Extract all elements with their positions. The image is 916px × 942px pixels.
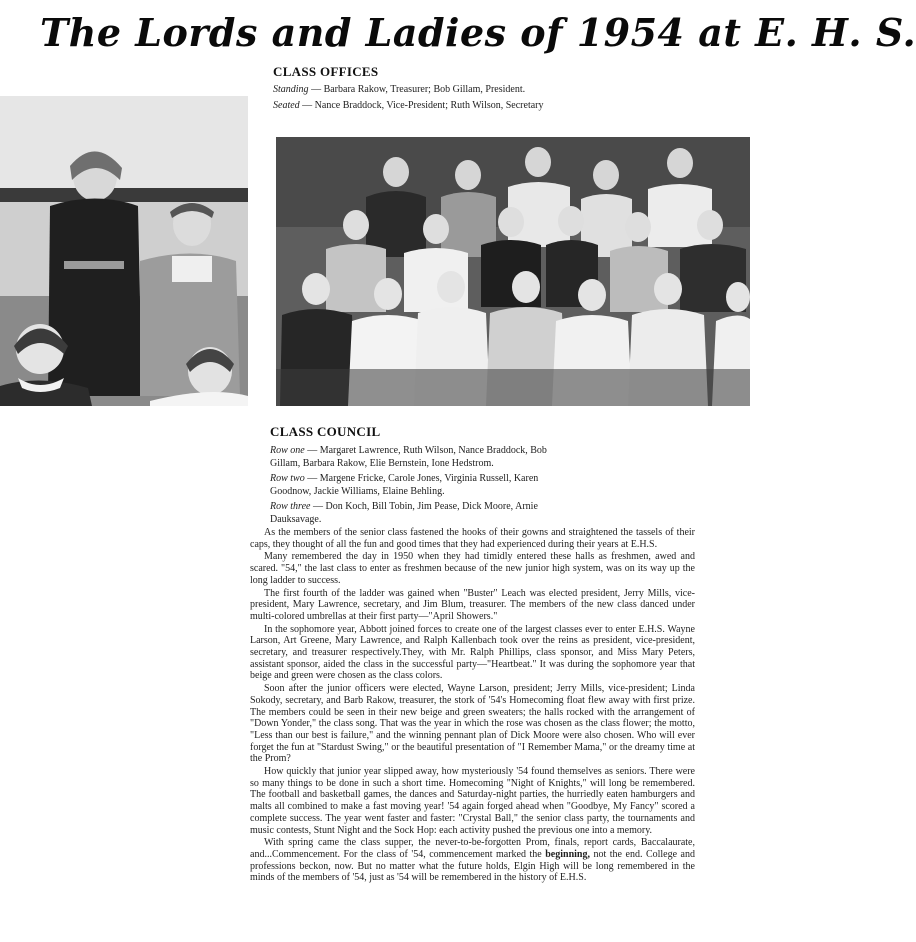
page-title: The Lords and Ladies of 1954 at E. H. S. (40, 10, 916, 55)
article-paragraph: In the sophomore year, Abbott joined forces to create one of the largest classes ever to enter E.H.S. Wayne Larson, Art Greene, Mary Lawrence, and Ralph Kallenbach took over the reins as president, vice-president, secretary, and treasurer respectively.They, with Mr. Ralph Phillips, class sponsor, and Miss Mary Peters, assistant sponsor, aided the class in the successful party—"Heartbeat." It was during the sophomore year that beige and green were chosen as the class colors. (250, 623, 695, 682)
standing-text: — Barbara Rakow, Treasurer; Bob Gillam, President. (308, 84, 526, 95)
article-paragraph: Soon after the junior officers were elected, Wayne Larson, president; Jerry Mills, vice-president; Linda Sokody, secretary, and Barb Rakow, treasurer, the stork of '54's Homecoming float flew away with first prize. The members could be seen in their new beige and green sweaters; the halls rocked with the arrangement of "Down Yonder," the class song. That was the year in which the rose was chosen as the class flower; the motto, "Less than our best is failure," and the winning pennant plan of Dick Moore were also chosen. Who will ever forget the fun at "Stardust Swing," or the beautiful presentation of "I Remember Mama," or the dreamy time at the Prom? (250, 683, 695, 765)
article-body (250, 527, 695, 885)
article-paragraph: As the members of the senior class fastened the hooks of their gowns and straightened the tassels of their caps, they thought of all the fun and good times that they had experienced during their years at E.H.S. (250, 527, 695, 550)
row-one-text: — Margaret Lawrence, Ruth Wilson, Nance Braddock, Bob Gillam, Barbara Rakow, Elie Bernstein, Ione Hedstrom. (270, 445, 547, 469)
class-council-heading: CLASS COUNCIL (270, 424, 381, 439)
row-two-label: Row two (270, 473, 305, 484)
seated-caption (273, 100, 563, 113)
row-three-text: — Don Koch, Bill Tobin, Jim Pease, Dick Moore, Arnie Dauksavage. (270, 501, 538, 525)
class-officers-photo (0, 96, 248, 406)
class-offices-heading: CLASS OFFICES (273, 64, 379, 79)
article-paragraph: Many remembered the day in 1950 when they had timidly entered these halls as freshmen, awed and scared. "54," the last class to enter as freshmen because of the new junior high system, was on its way up the long ladder to success. (250, 551, 695, 586)
class-council-caption (270, 445, 558, 529)
row-one-label: Row one (270, 445, 305, 456)
standing-label: Standing (273, 84, 309, 95)
class-offices-caption (273, 84, 563, 115)
final-text-bold: beginning, (545, 848, 590, 860)
row-two-text: — Margene Fricke, Carole Jones, Virginia Russell, Karen Goodnow, Jackie Williams, Elaine Behling. (270, 473, 539, 497)
row-three-label: Row three (270, 501, 311, 512)
seated-label: Seated (273, 99, 300, 111)
seated-text: — Nance Braddock, Vice-President; Ruth Wilson, Secretary (299, 99, 544, 111)
article-paragraph-final (250, 837, 695, 884)
standing-caption (273, 84, 563, 97)
row-two-caption (270, 473, 558, 498)
row-one-caption (270, 445, 558, 470)
row-three-caption (270, 501, 558, 526)
article-paragraph: How quickly that junior year slipped away, how mysteriously '54 found themselves as seniors. There were so many things to be done in such a short time. Homecoming "Night of Knights," will long be remembered. The football and basketball games, the dances and Saturday-night parties, the hurriedly eaten hamburgers and malts all combined to make a fast moving year! '54 again forged ahead when "Goodbye, My Fancy" scored a complete success. The year went faster and faster: "Crystal Ball," the senior class party, the tournaments and music contests, Stunt Night and the Sock Hop: each activity pushed the previous one into a memory. (250, 766, 695, 836)
final-text-end: not the end. College and professions beckon, now. But no matter what the future holds, Elgin High will be long remembered in the minds of the members of '54, just as '54 will be remembered in the history of E.H.S. (250, 848, 695, 884)
article-paragraph: The first fourth of the ladder was gained when "Buster" Leach was elected president, Jerry Mills, vice-president, Mary Lawrence, secretary, and Jim Blum, treasurer. The members of the new class danced under multi-colored umbrellas at their first party—"April Showers." (250, 587, 695, 622)
class-council-photo (276, 137, 750, 406)
final-text-start: With spring came the class supper, the never-to-be-forgotten Prom, finals, report cards, Baccalaurate, and...Commencement. For the class of '54, commencement marked the (250, 837, 695, 860)
